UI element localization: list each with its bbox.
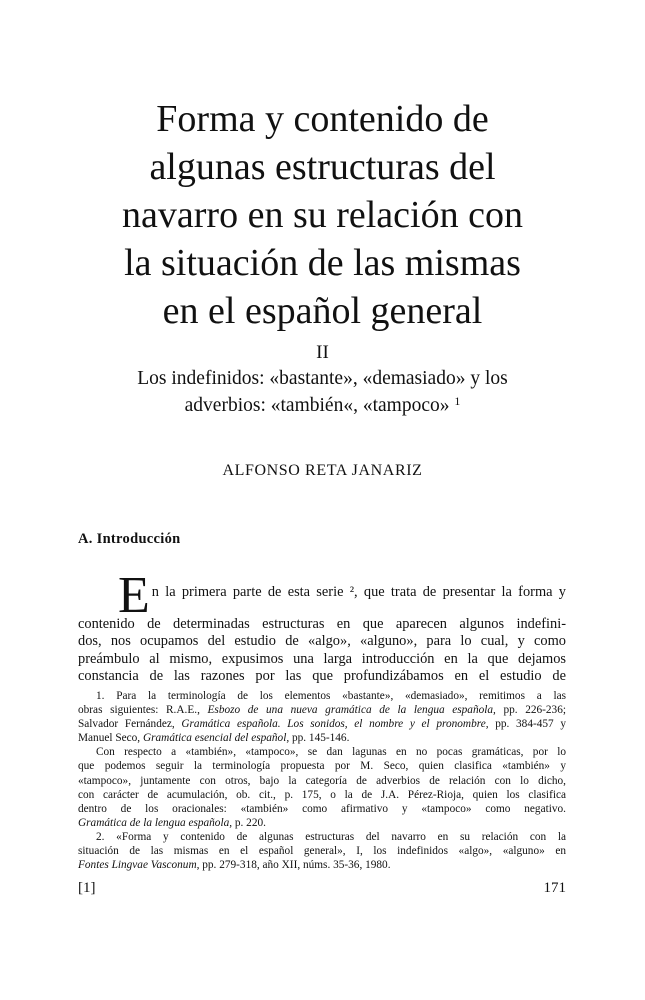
footnote-italic: Fontes Lingvae Vasconum, — [78, 859, 200, 872]
footnote-italic: Gramática de la lengua española, — [78, 816, 233, 829]
title-line: Forma y contenido de — [156, 98, 489, 140]
title-line: algunas estructuras del — [149, 146, 496, 188]
footnote-text: Salvador Fernández, — [78, 718, 182, 731]
article-title — [70, 95, 575, 335]
footnote-text: Manuel Seco, — [78, 732, 143, 745]
footnote-line — [78, 858, 566, 872]
title-line: en el español general — [162, 290, 483, 332]
part-number: II — [316, 342, 329, 363]
page-number: 171 — [543, 880, 566, 896]
title-line: navarro en su relación con — [122, 194, 523, 236]
body-line: constancia de las razones por las que profundizábamos en el estudio de — [78, 668, 566, 685]
subtitle-line-2 — [60, 390, 585, 417]
section-heading: A. Introducción — [78, 531, 181, 547]
body-line: n la primera parte de esta serie ², que trata de presentar la forma y — [151, 584, 566, 600]
footnote-line — [78, 703, 566, 717]
footnote-line: Con respecto a «también», «tampoco», se dan lagunas en no pocas gramáticas, por lo — [96, 746, 566, 759]
footnote-line — [78, 816, 566, 830]
page-marker: [1] — [78, 880, 96, 896]
footnote-italic: Gramática esencial del español, — [142, 732, 290, 745]
footnote-italic: Gramática española. Los sonidos, el nombre y el pronombre, — [181, 718, 489, 731]
footnote-text: pp. 279-318, año XII, núms. 35-36, 1980. — [199, 859, 391, 872]
subtitle-line-2-text: adverbios: «también«, «tampoco» — [184, 395, 450, 416]
footnote-line — [78, 731, 566, 745]
footnote-text: obras siguientes: R.A.E., — [78, 704, 208, 717]
footnote-text: pp. 145-146. — [289, 732, 350, 745]
footnote-line — [78, 717, 566, 731]
footnote-line: 1. Para la terminología de los elementos «bastante», «demasiado», remitimos a las — [96, 690, 566, 702]
footnote-line: con carácter de acumulación, ob. cit., p. 175, o la de J.A. Pérez-Rioja, quien los clasifica — [78, 788, 566, 801]
footnote-italic: Esbozo de una nueva gramática de la lengua española, — [207, 704, 496, 717]
subtitle-line-1: Los indefinidos: «bastante», «demasiado» y los — [137, 368, 508, 389]
article-subtitle — [60, 368, 585, 417]
footnote-text: pp. 384-457 y — [488, 718, 566, 731]
title-line: la situación de las mismas — [124, 242, 521, 284]
footnote-line: dentro de los oracionales: «también» como afirmativo y «tampoco» como negativo. — [78, 802, 566, 815]
body-line: contenido de determinadas estructuras en que aparecen algunos indefini- — [78, 616, 566, 632]
body-line: preámbulo al mismo, expusimos una larga introducción en la que dejamos — [78, 650, 566, 667]
footnote-line: que podemos seguir la terminología propuesta por M. Seco, quien clasifica «también» y — [78, 760, 566, 773]
body-line: dos, nos ocupamos del estudio de «algo», «alguno», para lo cual, y como — [78, 633, 566, 650]
body-paragraph — [78, 567, 566, 686]
footnote-text: pp. 226-236; — [495, 704, 566, 717]
footnote-reference: 1 — [454, 394, 461, 408]
footnote-line: «tampoco», juntamente con otros, bajo la categoría de adverbios de relación con lo dicho, — [78, 774, 566, 787]
footnote-line: situación de las mismas en el español general», I, los indefinidos «algo», «alguno» en — [78, 845, 566, 858]
footnote-line: 2. «Forma y contenido de algunas estructuras del navarro en su relación con la — [96, 830, 566, 843]
author-name: ALFONSO RETA JANARIZ — [222, 462, 423, 479]
footnotes — [78, 689, 566, 872]
footnote-text: p. 220. — [232, 816, 266, 829]
drop-cap: E — [118, 567, 150, 624]
